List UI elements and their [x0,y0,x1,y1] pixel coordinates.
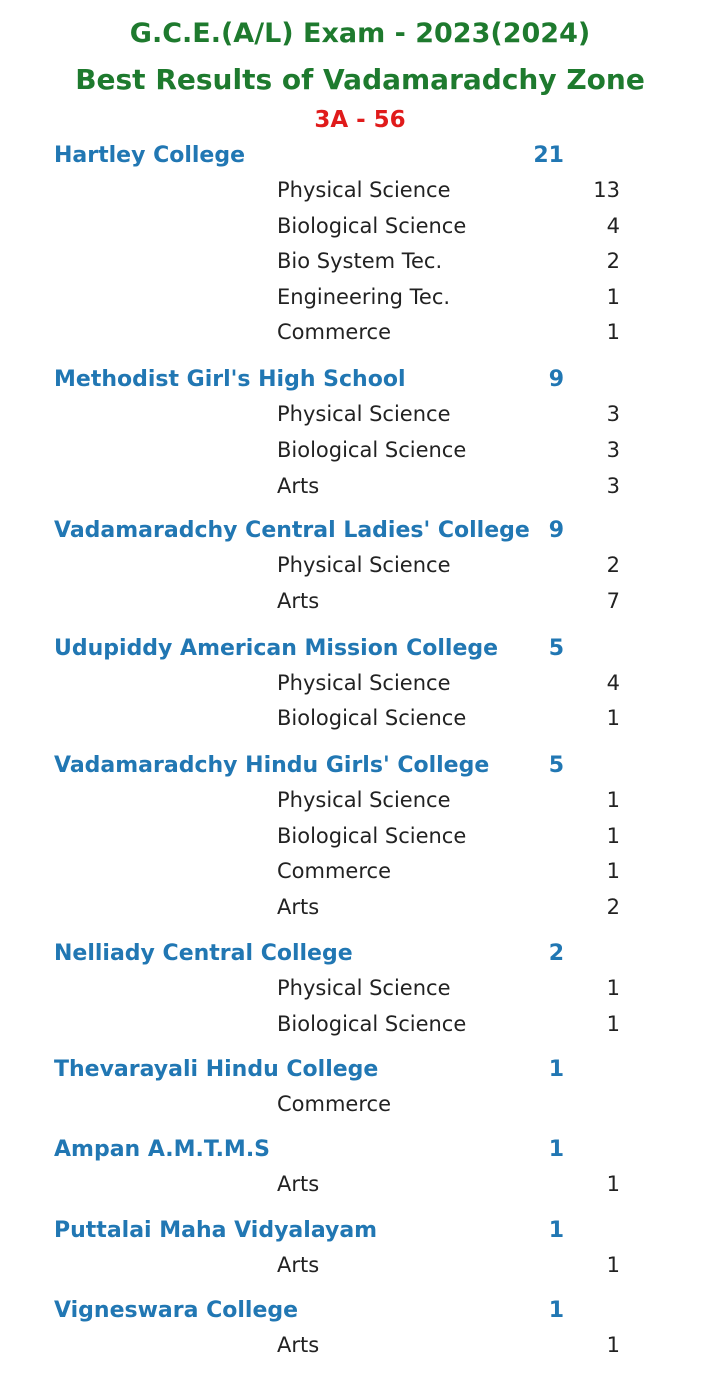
school-total: 9 [548,367,564,392]
subject-name: Engineering Tec. [277,285,451,309]
subject-row [0,402,720,432]
subject-row [0,788,720,818]
subject-name: Arts [277,1333,320,1357]
subject-count: 2 [606,553,620,577]
subject-count: 4 [606,214,620,238]
subject-count: 13 [593,178,620,202]
subject-count: 1 [606,1012,620,1036]
subject-row [0,824,720,854]
school-total: 5 [548,753,564,778]
subject-name: Physical Science [277,402,451,426]
exam-title: G.C.E.(A/L) Exam - 2023(2024) [129,18,591,49]
subject-count: 2 [606,249,620,273]
school-name: Thevarayali Hindu College [54,1057,379,1082]
school-total: 1 [548,1218,564,1243]
school-name: Methodist Girl's High School [54,367,406,392]
subject-row [0,1012,720,1042]
subject-count: 1 [606,1253,620,1277]
school-total: 21 [533,143,564,168]
subject-row [0,1253,720,1283]
school-name: Hartley College [54,143,246,168]
subject-name: Bio System Tec. [277,249,443,273]
subject-count: 1 [606,859,620,883]
subject-count: 1 [606,320,620,344]
subject-count: 1 [606,976,620,1000]
subject-name: Arts [277,589,320,613]
subject-row [0,1333,720,1363]
subject-row [0,320,720,350]
school-name: Puttalai Maha Vidyalayam [54,1218,378,1243]
school-name: Nelliady Central College [54,941,353,966]
subject-name: Commerce [277,320,391,344]
subject-name: Physical Science [277,976,451,1000]
subject-row [0,1092,720,1122]
subject-count: 1 [606,824,620,848]
subject-name: Biological Science [277,706,467,730]
subject-count: 3 [606,402,620,426]
school-total: 9 [548,518,564,543]
school-total: 1 [548,1298,564,1323]
subject-row [0,249,720,279]
subject-row [0,706,720,736]
subject-row [0,671,720,701]
subject-name: Physical Science [277,178,451,202]
subject-count: 1 [606,788,620,812]
school-name: Udupiddy American Mission College [54,636,499,661]
school-total: 1 [548,1057,564,1082]
subject-name: Physical Science [277,788,451,812]
subject-row [0,859,720,889]
school-name: Ampan A.M.T.M.S [54,1137,271,1162]
subject-row [0,976,720,1006]
subject-name: Physical Science [277,553,451,577]
subject-count: 1 [606,706,620,730]
subject-row [0,553,720,583]
subject-name: Commerce [277,859,391,883]
school-total: 1 [548,1137,564,1162]
subject-name: Biological Science [277,1012,467,1036]
subject-name: Arts [277,1253,320,1277]
subject-count: 1 [606,1333,620,1357]
subject-name: Arts [277,474,320,498]
subject-count: 3 [606,438,620,462]
subject-name: Arts [277,895,320,919]
subject-name: Arts [277,1172,320,1196]
school-name: Vadamaradchy Hindu Girls' College [54,753,490,778]
subject-row [0,178,720,208]
subject-count: 3 [606,474,620,498]
subject-row [0,285,720,315]
subject-count: 2 [606,895,620,919]
school-total: 2 [548,941,564,966]
subject-row [0,438,720,468]
subject-row [0,589,720,619]
subject-name: Biological Science [277,438,467,462]
subject-count: 1 [606,285,620,309]
subject-name: Commerce [277,1092,391,1116]
school-name: Vigneswara College [54,1298,299,1323]
school-name: Vadamaradchy Central Ladies' College [54,518,530,543]
total-3a-count: 3A - 56 [314,107,406,133]
subject-count: 7 [606,589,620,613]
subject-name: Physical Science [277,671,451,695]
zone-title: Best Results of Vadamaradchy Zone [75,63,645,96]
subject-count: 4 [606,671,620,695]
subject-name: Biological Science [277,214,467,238]
school-total: 5 [548,636,564,661]
subject-row [0,1172,720,1202]
subject-name: Biological Science [277,824,467,848]
subject-row [0,895,720,925]
subject-count: 1 [606,1172,620,1196]
subject-row [0,474,720,504]
subject-row [0,214,720,244]
